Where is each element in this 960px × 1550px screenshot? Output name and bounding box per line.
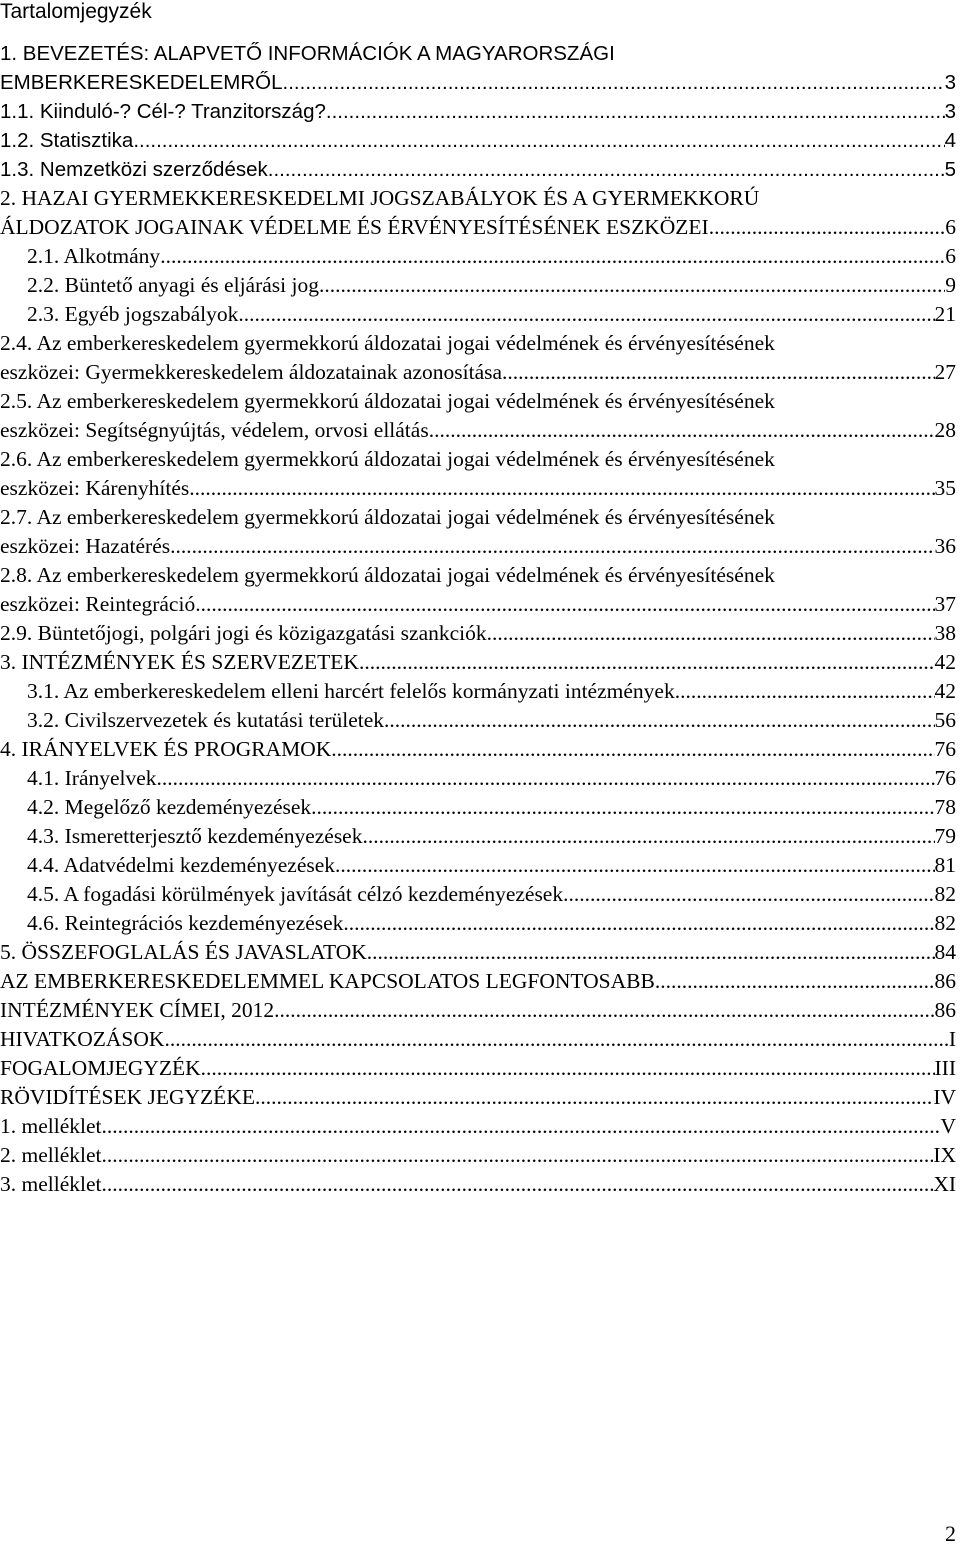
toc-dot-leader bbox=[343, 909, 934, 938]
toc-entry[interactable] bbox=[0, 39, 960, 97]
toc-entry-title: 2.3. Egyéb jogszabályok bbox=[27, 302, 239, 326]
toc-dot-leader bbox=[164, 1025, 948, 1054]
toc-entry-page: 42 bbox=[934, 679, 956, 703]
toc-entry-page: 38 bbox=[934, 621, 956, 645]
toc-entry-page: 82 bbox=[934, 911, 956, 935]
toc-entry-title: 1. melléklet bbox=[0, 1114, 102, 1138]
toc-entry-title: 4.2. Megelőző kezdeményezések bbox=[27, 795, 312, 819]
toc-entry-title-line: 2.4. Az emberkereskedelem gyermekkorú áldozatai jogai védelmének és érvényesítésének bbox=[0, 331, 775, 355]
toc-entry-title: 4.3. Ismeretterjesztő kezdeményezések bbox=[27, 824, 363, 848]
toc-entry-page: 28 bbox=[934, 418, 956, 442]
toc-entry-page: XI bbox=[933, 1172, 956, 1196]
toc-entry-row bbox=[0, 735, 956, 764]
toc-entry-title: 2.2. Büntető anyagi és eljárási jog bbox=[27, 273, 319, 297]
toc-entry[interactable] bbox=[0, 1083, 960, 1112]
toc-entry-page: 56 bbox=[934, 708, 956, 732]
toc-entry-title: 1.1. Kiinduló-? Cél-? Tranzitország? bbox=[0, 100, 326, 123]
toc-entry[interactable] bbox=[0, 242, 960, 271]
toc-entry-row bbox=[0, 155, 956, 184]
toc-heading: Tartalomjegyzék bbox=[0, 0, 152, 23]
toc-entry-title: 3. INTÉZMÉNYEK ÉS SZERVEZETEK bbox=[0, 650, 359, 674]
toc-dot-leader bbox=[362, 822, 934, 851]
toc-entry-row bbox=[0, 242, 956, 271]
toc-entry-title: 3. melléklet bbox=[0, 1172, 102, 1196]
toc-entry-row bbox=[0, 1170, 956, 1199]
toc-entry-title-line: 2.7. Az emberkereskedelem gyermekkorú áldozatai jogai védelmének és érvényesítésének bbox=[0, 505, 775, 529]
toc-entry[interactable] bbox=[0, 503, 960, 561]
toc-entry-title: RÖVIDÍTÉSEK JEGYZÉKE bbox=[0, 1085, 255, 1109]
toc-entry-page: 27 bbox=[934, 360, 956, 384]
toc-dot-leader bbox=[335, 851, 934, 880]
toc-entry-page: 76 bbox=[934, 737, 956, 761]
toc-dot-leader bbox=[274, 996, 934, 1025]
toc-entry-title: INTÉZMÉNYEK CÍMEI, 2012 bbox=[0, 998, 275, 1022]
toc-dot-leader bbox=[502, 358, 934, 387]
toc-entry[interactable] bbox=[0, 329, 960, 387]
toc-entry-title: eszközei: Reintegráció bbox=[0, 592, 196, 616]
toc-entry-page: 84 bbox=[934, 940, 956, 964]
page-number: 2 bbox=[945, 1521, 956, 1546]
toc-entry-page: 3 bbox=[944, 71, 956, 94]
toc-dot-leader bbox=[195, 590, 934, 619]
toc-entry-title: eszközei: Hazatérés bbox=[0, 534, 171, 558]
toc-entry-row bbox=[0, 532, 956, 561]
toc-entry-page: 6 bbox=[945, 244, 956, 268]
toc-entry[interactable] bbox=[0, 706, 960, 735]
toc-entry-page: 35 bbox=[934, 476, 956, 500]
toc-entry-title: 2. melléklet bbox=[0, 1143, 102, 1167]
toc-entry-row bbox=[0, 996, 956, 1025]
toc-entry[interactable] bbox=[0, 1054, 960, 1083]
toc-dot-leader bbox=[102, 1170, 934, 1199]
toc-dot-leader bbox=[283, 68, 945, 97]
toc-entry[interactable] bbox=[0, 793, 960, 822]
toc-entry-row bbox=[0, 706, 956, 735]
toc-dot-leader bbox=[709, 213, 946, 242]
toc-entry-title: 1.2. Statisztika bbox=[0, 129, 134, 152]
toc-entry-row bbox=[0, 474, 956, 503]
toc-entry-title-line: 2. HAZAI GYERMEKKERESKEDELMI JOGSZABÁLYOK ÉS A GYERMEKKORÚ bbox=[0, 186, 760, 210]
toc-entry[interactable] bbox=[0, 1170, 960, 1199]
toc-entry-row bbox=[0, 1083, 956, 1112]
toc-entry-row bbox=[0, 764, 956, 793]
toc-dot-leader bbox=[102, 1112, 941, 1141]
toc-entry[interactable] bbox=[0, 909, 960, 938]
toc-dot-leader bbox=[326, 97, 945, 126]
toc-dot-leader bbox=[563, 880, 934, 909]
toc-entry[interactable] bbox=[0, 822, 960, 851]
toc-entry-title-line: 1. BEVEZETÉS: ALAPVETŐ INFORMÁCIÓK A MAGYARORSZÁGI bbox=[0, 42, 615, 65]
toc-dot-leader bbox=[201, 1054, 935, 1083]
toc-dot-leader bbox=[133, 126, 944, 155]
toc-dot-leader bbox=[160, 242, 945, 271]
toc-entry-page: IX bbox=[933, 1143, 956, 1167]
toc-entry-title: 4.4. Adatvédelmi kezdeményezések bbox=[27, 853, 336, 877]
toc-entry[interactable] bbox=[0, 97, 960, 126]
toc-entry-page: IV bbox=[933, 1085, 956, 1109]
toc-entry[interactable] bbox=[0, 561, 960, 619]
toc-entry-title: 3.2. Civilszervezetek és kutatási területek bbox=[27, 708, 385, 732]
toc-entry-row bbox=[0, 938, 956, 967]
toc-dot-leader bbox=[311, 793, 934, 822]
toc-entry-title: ÁLDOZATOK JOGAINAK VÉDELME ÉS ÉRVÉNYESÍTÉSÉNEK ESZKÖZEI bbox=[0, 215, 709, 239]
toc-entry-title: 2.9. Büntetőjogi, polgári jogi és közigazgatási szankciók bbox=[0, 621, 487, 645]
toc-entry-page: 4 bbox=[944, 129, 956, 152]
toc-dot-leader bbox=[655, 967, 935, 996]
toc-dot-leader bbox=[189, 474, 934, 503]
toc-entry[interactable] bbox=[0, 996, 960, 1025]
table-of-contents bbox=[0, 39, 960, 1199]
toc-entry-row bbox=[0, 358, 956, 387]
toc-entry-page: III bbox=[934, 1056, 956, 1080]
toc-entry[interactable] bbox=[0, 967, 960, 996]
toc-entry-title: HIVATKOZÁSOK bbox=[0, 1027, 165, 1051]
toc-dot-leader bbox=[487, 619, 935, 648]
toc-entry-title: 4.6. Reintegrációs kezdeményezések bbox=[27, 911, 344, 935]
toc-dot-leader bbox=[429, 416, 935, 445]
toc-entry-page: 21 bbox=[934, 302, 956, 326]
toc-entry-row bbox=[0, 793, 956, 822]
toc-entry-page: 9 bbox=[945, 273, 956, 297]
toc-entry-title: 5. ÖSSZEFOGLALÁS ÉS JAVASLATOK bbox=[0, 940, 367, 964]
toc-dot-leader bbox=[359, 648, 935, 677]
toc-entry[interactable] bbox=[0, 648, 960, 677]
toc-entry[interactable] bbox=[0, 300, 960, 329]
toc-entry[interactable] bbox=[0, 677, 960, 706]
toc-entry-page: 82 bbox=[934, 882, 956, 906]
toc-entry[interactable] bbox=[0, 271, 960, 300]
toc-entry-title: FOGALOMJEGYZÉK bbox=[0, 1056, 201, 1080]
toc-dot-leader bbox=[675, 677, 935, 706]
toc-entry-row bbox=[0, 1025, 956, 1054]
toc-entry-row bbox=[0, 648, 956, 677]
toc-entry[interactable] bbox=[0, 387, 960, 445]
toc-dot-leader bbox=[367, 938, 935, 967]
toc-entry-row bbox=[0, 126, 956, 155]
toc-dot-leader bbox=[170, 532, 934, 561]
toc-entry[interactable] bbox=[0, 155, 960, 184]
toc-entry-page: 76 bbox=[934, 766, 956, 790]
toc-entry[interactable] bbox=[0, 619, 960, 648]
toc-entry[interactable] bbox=[0, 1025, 960, 1054]
toc-entry-row bbox=[0, 271, 956, 300]
toc-entry-page: 36 bbox=[934, 534, 956, 558]
toc-entry-page: 86 bbox=[934, 998, 956, 1022]
toc-entry[interactable] bbox=[0, 1112, 960, 1141]
toc-entry-page: 79 bbox=[934, 824, 956, 848]
toc-entry-title: 4.5. A fogadási körülmények javítását célzó kezdeményezések bbox=[27, 882, 564, 906]
toc-entry-row bbox=[0, 880, 956, 909]
toc-dot-leader bbox=[102, 1141, 934, 1170]
toc-entry[interactable] bbox=[0, 126, 960, 155]
toc-entry-title-line: 2.6. Az emberkereskedelem gyermekkorú áldozatai jogai védelmének és érvényesítésének bbox=[0, 447, 775, 471]
toc-entry-title: eszközei: Gyermekkereskedelem áldozatainak azonosítása bbox=[0, 360, 503, 384]
toc-entry[interactable] bbox=[0, 880, 960, 909]
toc-entry-row bbox=[0, 68, 956, 97]
toc-entry-title: 1.3. Nemzetközi szerződések bbox=[0, 158, 268, 181]
toc-dot-leader bbox=[331, 735, 934, 764]
toc-entry-page: V bbox=[940, 1114, 956, 1138]
toc-dot-leader bbox=[384, 706, 934, 735]
toc-entry-row bbox=[0, 1112, 956, 1141]
toc-entry-row bbox=[0, 1141, 956, 1170]
toc-entry-row bbox=[0, 822, 956, 851]
toc-dot-leader bbox=[268, 155, 945, 184]
toc-entry[interactable] bbox=[0, 445, 960, 503]
toc-entry-title: eszközei: Kárenyhítés bbox=[0, 476, 190, 500]
toc-entry-title: 4.1. Irányelvek bbox=[27, 766, 157, 790]
toc-entry-row bbox=[0, 590, 956, 619]
toc-entry-page: I bbox=[948, 1027, 956, 1051]
toc-dot-leader bbox=[238, 300, 934, 329]
toc-entry[interactable] bbox=[0, 938, 960, 967]
toc-entry[interactable] bbox=[0, 184, 960, 242]
toc-entry-row bbox=[0, 416, 956, 445]
toc-entry-page: 81 bbox=[934, 853, 956, 877]
toc-entry-page: 86 bbox=[934, 969, 956, 993]
toc-entry-title: 3.1. Az emberkereskedelem elleni harcért felelős kormányzati intézmények bbox=[27, 679, 675, 703]
toc-entry[interactable] bbox=[0, 764, 960, 793]
toc-entry-title: 4. IRÁNYELVEK ÉS PROGRAMOK bbox=[0, 737, 332, 761]
toc-entry-row bbox=[0, 677, 956, 706]
toc-entry-title: EMBERKERESKEDELEMRŐL bbox=[0, 71, 283, 94]
toc-entry-row bbox=[0, 1054, 956, 1083]
toc-entry-title-line: 2.8. Az emberkereskedelem gyermekkorú áldozatai jogai védelmének és érvényesítésének bbox=[0, 563, 775, 587]
toc-entry-title: AZ EMBERKERESKEDELEMMEL KAPCSOLATOS LEGFONTOSABB bbox=[0, 969, 655, 993]
toc-entry-title: eszközei: Segítségnyújtás, védelem, orvosi ellátás bbox=[0, 418, 429, 442]
toc-entry-row bbox=[0, 909, 956, 938]
toc-entry-row bbox=[0, 967, 956, 996]
toc-entry-page: 6 bbox=[945, 215, 956, 239]
toc-entry[interactable] bbox=[0, 1141, 960, 1170]
toc-entry-page: 3 bbox=[944, 100, 956, 123]
toc-entry-row bbox=[0, 851, 956, 880]
toc-entry-title: 2.1. Alkotmány bbox=[27, 244, 161, 268]
toc-dot-leader bbox=[255, 1083, 933, 1112]
toc-entry-row bbox=[0, 619, 956, 648]
toc-entry-title-line: 2.5. Az emberkereskedelem gyermekkorú áldozatai jogai védelmének és érvényesítésének bbox=[0, 389, 775, 413]
toc-entry-page: 37 bbox=[934, 592, 956, 616]
toc-entry[interactable] bbox=[0, 735, 960, 764]
toc-entry-page: 42 bbox=[934, 650, 956, 674]
toc-entry-page: 78 bbox=[934, 795, 956, 819]
toc-entry-row bbox=[0, 97, 956, 126]
toc-entry-row bbox=[0, 213, 956, 242]
toc-entry[interactable] bbox=[0, 851, 960, 880]
toc-dot-leader bbox=[319, 271, 945, 300]
toc-dot-leader bbox=[157, 764, 935, 793]
toc-entry-row bbox=[0, 300, 956, 329]
toc-entry-page: 5 bbox=[944, 158, 956, 181]
